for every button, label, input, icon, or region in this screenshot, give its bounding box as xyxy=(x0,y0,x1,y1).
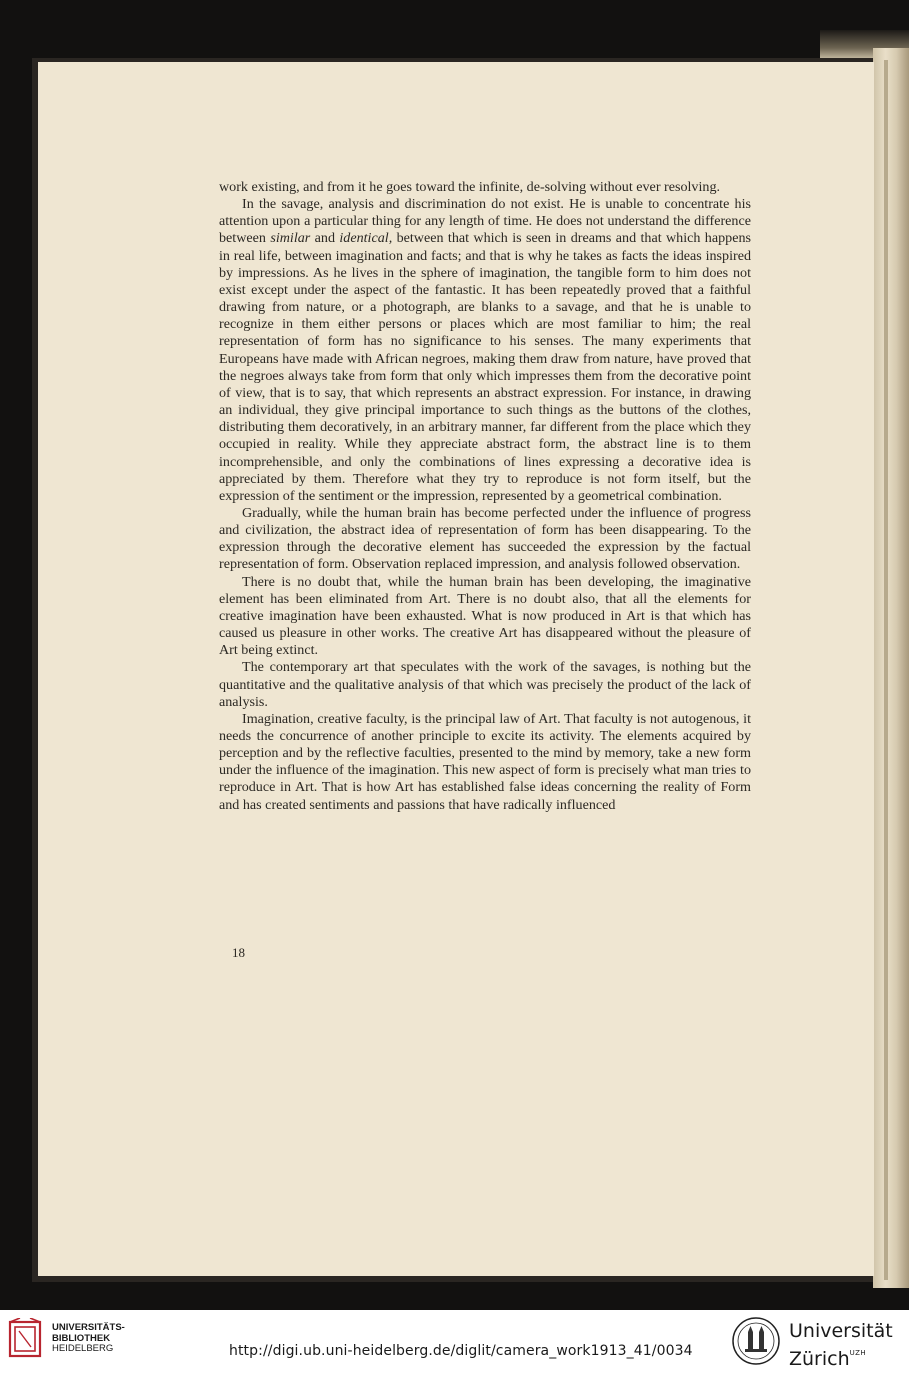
paragraph-6: Imagination, creative faculty, is the principal law of Art. That faculty is not autogenous, it needs the concurrence of another principle to excite its activity. The elements acquired by perception and by the reflective faculties, presented to the mind by memory, take a new form under the influence of the imagination. This new aspect of form is precisely what man tries to reproduce in Art. That is how Art has established false ideas concerning the reality of Form and has created sentiments and passions that have radically influenced xyxy=(219,710,751,813)
library-line-2: BIBLIOTHEK xyxy=(52,1332,111,1344)
paragraph-3: Gradually, while the human brain has become perfected under the influence of progress and civilization, the abstract idea of representation of form has been disappearing. To the expression through the decorative element has succeeded the expression by the factual representation of form. Observation replaced impression, and analysis followed observation. xyxy=(219,504,751,573)
university-line-2: Zürich$^{UZH}$ xyxy=(789,1348,867,1370)
university-name xyxy=(789,1320,893,1370)
library-name xyxy=(52,1323,125,1355)
document-url-link[interactable]: http://digi.ub.uni-heidelberg.de/diglit/camera_work1913_41/0034 xyxy=(229,1343,693,1359)
page-number: 18 xyxy=(232,945,245,960)
paragraph-2: In the savage, analysis and discrimination do not exist. He is unable to concentrate his attention upon a particular thing for any length of time. He does not understand the difference between similar and identical, between that which is seen in dreams and that which happens in real life, between imagination and facts; and that is why he takes as facts the ideas inspired by impressions. As he lives in the sphere of imagination, the tangible form to him does not exist except under the aspect of the fantastic. It has been repeatedly proved that a faithful drawing from nature, or a photograph, are blanks to a savage, and that he is unable to recognize in them either persons or places which are most familiar to him; the real representation of form has no significance to his senses. The many experiments that Europeans have made with African negroes, making them draw from nature, have proved that the negroes always take from form that only which impresses them from the decorative point of view, that is to say, that which represents an abstract expression. For instance, in drawing an individual, they give principal importance to such things as the buttons of the clothes, distributing them decoratively, in an arbitrary manner, far different from the place which they occupied in reality. While they appreciate abstract form, the abstract line is to them incomprehensible, and only the combinations of lines expressing a decorative idea is appreciated by them. Therefore what they try to reproduce is not form itself, but the expression of the sentiment or the impression, represented by a geometrical combination. xyxy=(219,196,751,504)
paragraph-4: There is no doubt that, while the human brain has been developing, the imaginative element has been eliminated from Art. There is no doubt also, that all the elements for creative imagination have been exhausted. What is now produced in Art is that which has caused us pleasure in other works. The creative Art has disappeared without the pleasure of Art being extinct. xyxy=(219,573,751,659)
university-abbr: UZH xyxy=(849,1349,867,1357)
body-text xyxy=(219,179,751,814)
university-seal-icon xyxy=(731,1316,781,1366)
library-line-1: UNIVERSITÄTS- xyxy=(52,1322,125,1333)
university-line-1: Universität xyxy=(789,1320,893,1342)
paragraph-1: work existing, and from it he goes toward the infinite, de-solving without ever resolving. xyxy=(219,179,721,195)
paragraph-5: The contemporary art that speculates with the work of the savages, is nothing but the quantitative and the qualitative analysis of that which was precisely the product of the lack of analysis. xyxy=(219,659,751,710)
next-page-edge xyxy=(873,48,909,1288)
university-library-logo-icon xyxy=(8,1318,42,1360)
library-line-3: HEIDELBERG xyxy=(52,1343,114,1354)
next-page-edge-line xyxy=(884,60,888,1280)
